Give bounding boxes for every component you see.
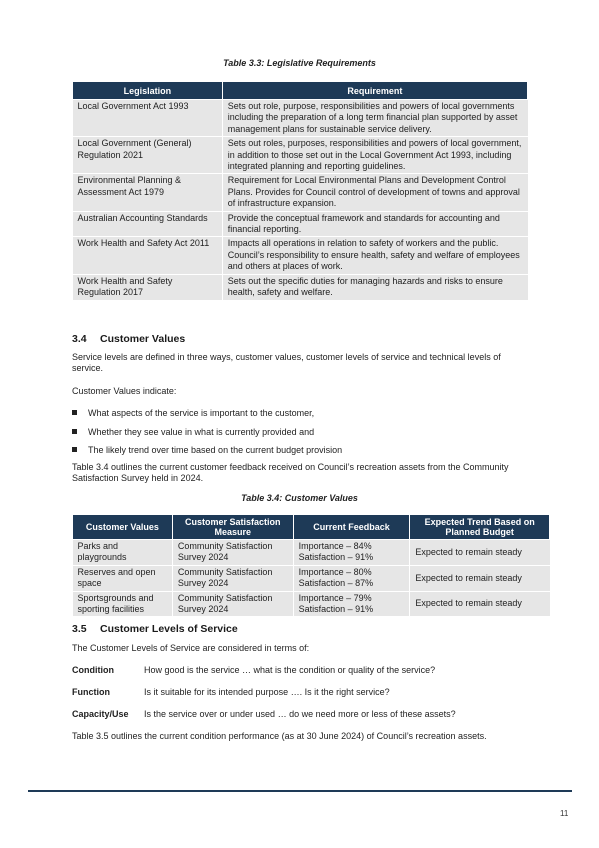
feedback-cell: Importance – 79% Satisfaction – 91% [293, 591, 410, 617]
legislation-cell: Environmental Planning & Assessment Act 1979 [73, 174, 223, 211]
definition-term: Function [72, 687, 110, 697]
definition-capacity-use [72, 709, 456, 719]
bullet-icon [72, 447, 77, 452]
legislation-cell: Local Government Act 1993 [73, 100, 223, 137]
levels-of-service-intro: The Customer Levels of Service are considered in terms of: [72, 643, 310, 653]
trend-cell: Expected to remain steady [410, 565, 550, 591]
table-row [73, 100, 528, 137]
section-title: Customer Levels of Service [100, 623, 238, 635]
bullet-icon [72, 429, 77, 434]
table-row [73, 174, 528, 211]
definition-text: Is the service over or under used … do we need more or less of these assets? [144, 709, 456, 719]
table-3-3-caption: Table 3.3: Legislative Requirements [223, 58, 376, 68]
section-heading-customer-levels-of-service [72, 623, 238, 635]
bullet-icon [72, 410, 77, 415]
bullet-item: The likely trend over time based on the current budget provision [72, 445, 342, 455]
feedback-cell: Importance – 80% Satisfaction – 87% [293, 565, 410, 591]
table-row [73, 211, 528, 237]
measure-cell: Community Satisfaction Survey 2024 [172, 540, 293, 566]
column-header-legislation: Legislation [73, 82, 223, 100]
bullet-item: Whether they see value in what is currently provided and [72, 427, 314, 437]
requirement-cell: Sets out role, purpose, responsibilities and powers of local governments including the preparation of a long term financial plan supported by asset management plans for sustainable service delivery. [222, 100, 527, 137]
trend-cell: Expected to remain steady [410, 540, 550, 566]
table-3-4-caption: Table 3.4: Customer Values [241, 493, 358, 503]
customer-values-indicate-text: Customer Values indicate: [72, 386, 177, 396]
measure-cell: Community Satisfaction Survey 2024 [172, 591, 293, 617]
table-3-5-intro-paragraph: Table 3.5 outlines the current condition performance (as at 30 June 2024) of Council’s recreation assets. [72, 731, 487, 741]
trend-cell: Expected to remain steady [410, 591, 550, 617]
requirement-cell: Sets out the specific duties for managing hazards and risks to ensure health, safety and welfare. [222, 274, 527, 300]
definition-text: Is it suitable for its intended purpose …. Is it the right service? [144, 687, 390, 697]
column-header-customer-values: Customer Values [73, 515, 173, 540]
table-row [73, 565, 550, 591]
section-title: Customer Values [100, 333, 186, 345]
legislation-cell: Australian Accounting Standards [73, 211, 223, 237]
requirement-cell: Impacts all operations in relation to safety of workers and the public. Council’s responsibility to ensure health, safety and welfare of employees and others at places of work. [222, 237, 527, 274]
legislation-cell: Work Health and Safety Act 2011 [73, 237, 223, 274]
page-number: 11 [560, 809, 569, 818]
section-number: 3.4 [72, 333, 87, 345]
measure-cell: Community Satisfaction Survey 2024 [172, 565, 293, 591]
definition-term: Condition [72, 665, 114, 675]
customer-values-table [72, 514, 550, 617]
table-3-4-intro-paragraph: Table 3.4 outlines the current customer feedback received on Council’s recreation assets from the Community Satisfaction Survey held in 2024. [72, 462, 509, 484]
customer-value-cell: Sportsgrounds and sporting facilities [73, 591, 173, 617]
requirement-cell: Requirement for Local Environmental Plans and Development Control Plans. Provides for Council control of development of towns and approval of infrastructure expansion. [222, 174, 527, 211]
definition-condition [72, 665, 435, 675]
definition-text: How good is the service … what is the condition or quality of the service? [144, 665, 436, 675]
customer-value-cell: Reserves and open space [73, 565, 173, 591]
table-row [73, 591, 550, 617]
footer-rule [28, 790, 572, 792]
table-row [73, 237, 528, 274]
legislation-cell: Work Health and Safety Regulation 2017 [73, 274, 223, 300]
section-heading-customer-values [72, 333, 185, 345]
table-row [73, 540, 550, 566]
customer-value-cell: Parks and playgrounds [73, 540, 173, 566]
table-row [73, 137, 528, 174]
column-header-satisfaction-measure: Customer Satisfaction Measure [172, 515, 293, 540]
definition-term: Capacity/Use [72, 709, 129, 719]
requirement-cell: Sets out roles, purposes, responsibilities and powers of local government, in addition to those set out in the Local Government Act 1993, including integrated planning and reporting guidelines. [222, 137, 527, 174]
section-number: 3.5 [72, 623, 87, 635]
column-header-expected-trend: Expected Trend Based on Planned Budget [410, 515, 550, 540]
requirement-cell: Provide the conceptual framework and standards for accounting and financial reporting. [222, 211, 527, 237]
table-row [73, 274, 528, 300]
column-header-requirement: Requirement [222, 82, 527, 100]
service-levels-paragraph: Service levels are defined in three ways, customer values, customer levels of service and technical levels of service. [72, 352, 501, 374]
legislative-requirements-table [72, 81, 528, 301]
definition-function [72, 687, 390, 697]
bullet-item: What aspects of the service is important to the customer, [72, 408, 314, 418]
column-header-current-feedback: Current Feedback [293, 515, 410, 540]
legislation-cell: Local Government (General) Regulation 2021 [73, 137, 223, 174]
feedback-cell: Importance – 84% Satisfaction – 91% [293, 540, 410, 566]
